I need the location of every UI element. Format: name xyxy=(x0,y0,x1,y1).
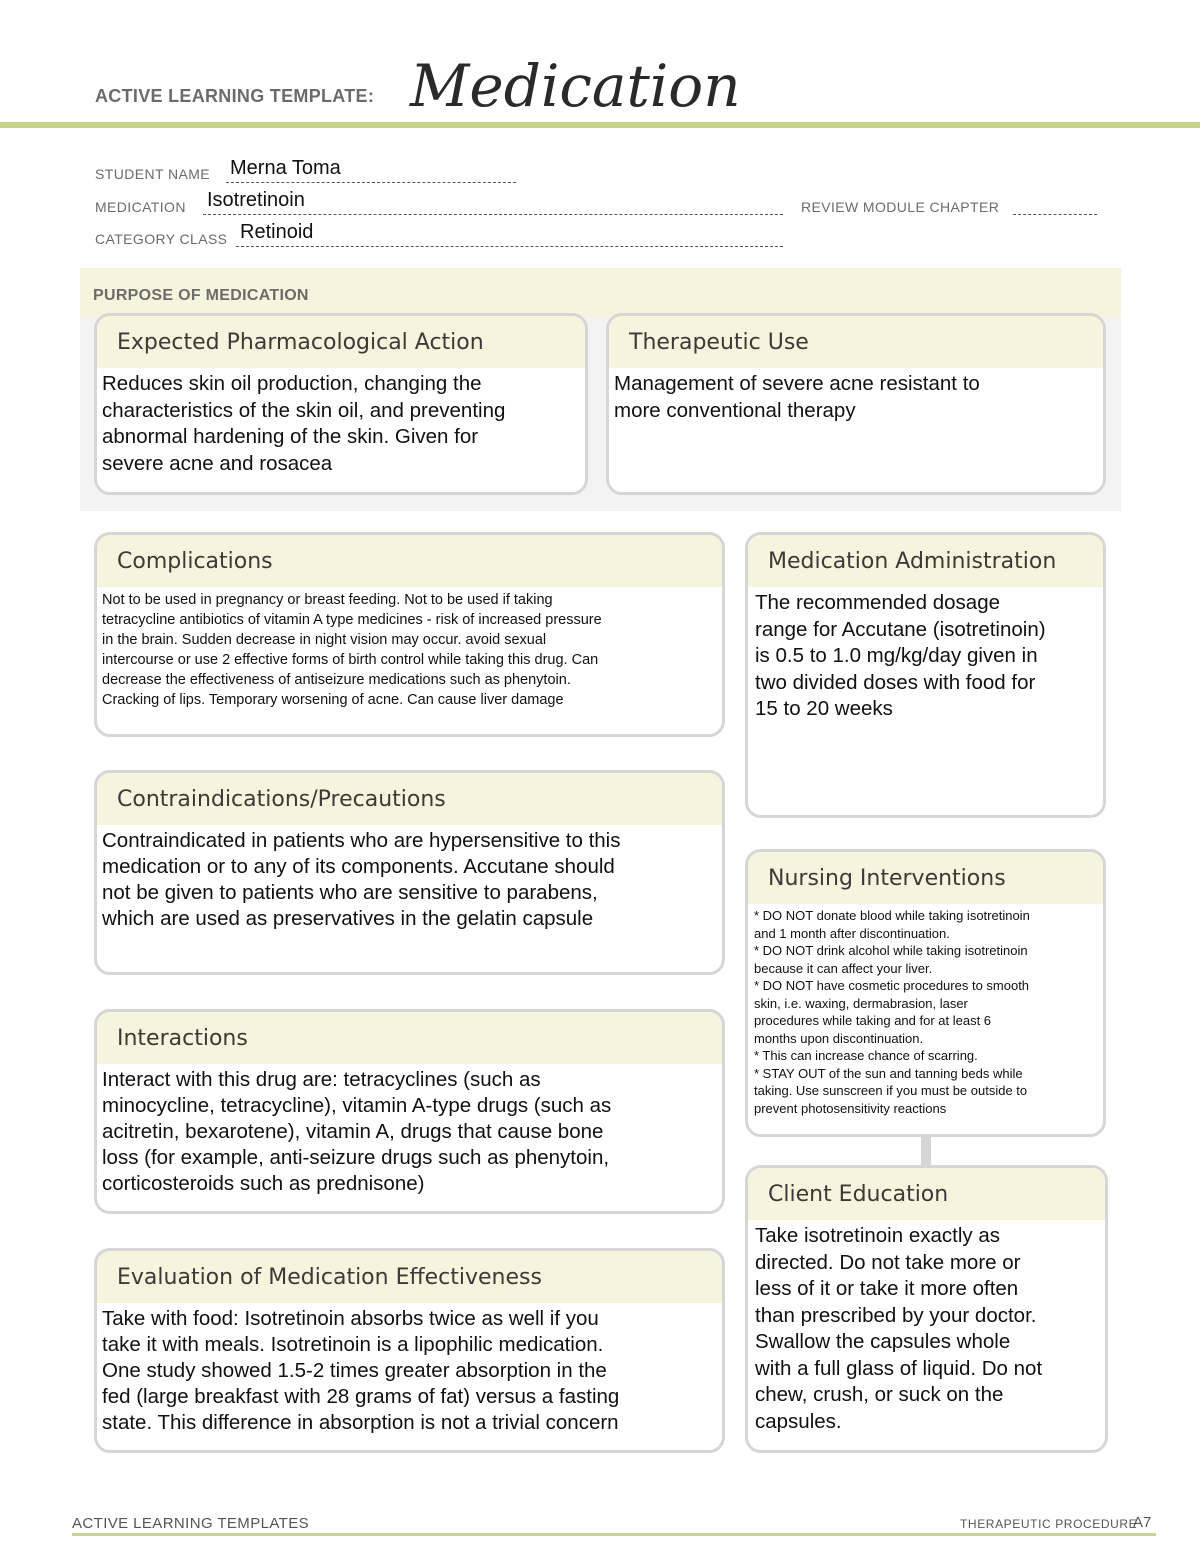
text-line: fed (large breakfast with 28 grams of fat) versus a fasting xyxy=(102,1385,620,1408)
text-line: * This can increase chance of scarring. xyxy=(754,1048,978,1063)
text-line: tetracycline antibiotics of vitamin A type medicines - risk of increased pressure xyxy=(102,612,602,628)
text-line: severe acne and rosacea xyxy=(102,451,333,475)
purpose-label: PURPOSE OF MEDICATION xyxy=(93,287,309,304)
footer-rule xyxy=(72,1533,1156,1536)
text-line: * DO NOT drink alcohol while taking isotretinoin xyxy=(754,943,1028,958)
text-line: loss (for example, anti-seizure drugs such as phenytoin, xyxy=(102,1146,610,1169)
medication-value: Isotretinoin xyxy=(207,189,305,211)
review-module-field[interactable] xyxy=(1013,192,1097,215)
header-rule xyxy=(0,122,1200,128)
text-line: * DO NOT donate blood while taking isotretinoin xyxy=(754,908,1030,923)
nursing-interventions-text[interactable] xyxy=(748,904,1103,1117)
evaluation-card xyxy=(94,1248,725,1453)
review-module-label: REVIEW MODULE CHAPTER xyxy=(801,199,1000,215)
student-name-value: Merna Toma xyxy=(230,157,341,179)
text-line: Cracking of lips. Temporary worsening of acne. Can cause liver damage xyxy=(102,692,564,708)
text-line: range for Accutane (isotretinoin) xyxy=(755,617,1046,641)
text-line: prevent photosensitivity reactions xyxy=(754,1100,947,1116)
page-title: Medication xyxy=(410,52,741,120)
therapeutic-use-title: Therapeutic Use xyxy=(609,316,1103,368)
text-line: procedures while taking and for at least 6 xyxy=(754,1013,992,1028)
text-line: months upon discontinuation. xyxy=(754,1030,924,1046)
text-line: skin, i.e. waxing, dermabrasion, laser xyxy=(754,995,968,1011)
evaluation-title: Evaluation of Medication Effectiveness xyxy=(97,1251,722,1303)
category-class-value: Retinoid xyxy=(240,221,314,243)
text-line: two divided doses with food for xyxy=(755,670,1036,694)
student-name-field[interactable] xyxy=(226,157,516,183)
expected-action-title: Expected Pharmacological Action xyxy=(97,316,585,368)
text-line: Reduces skin oil production, changing the xyxy=(102,372,482,395)
text-line: less of it or take it more often xyxy=(755,1277,1019,1300)
text-line: more conventional therapy xyxy=(614,398,856,422)
text-line: decrease the effectiveness of antiseizure medications such as phenytoin. xyxy=(102,672,571,688)
text-line: Management of severe acne resistant to xyxy=(614,372,980,395)
student-name-label: STUDENT NAME xyxy=(95,166,210,182)
complications-title: Complications xyxy=(97,535,722,587)
footer-left-label: ACTIVE LEARNING TEMPLATES xyxy=(72,1515,309,1532)
text-line: abnormal hardening of the skin. Given for xyxy=(102,425,479,448)
text-line: Not to be used in pregnancy or breast feeding. Not to be used if taking xyxy=(102,592,553,608)
text-line: intercourse or use 2 effective forms of birth control while taking this drug. Can xyxy=(102,652,599,668)
text-line: than prescribed by your doctor. xyxy=(755,1303,1037,1327)
interactions-title: Interactions xyxy=(97,1012,722,1064)
text-line: 15 to 20 weeks xyxy=(755,697,893,720)
text-line: Interact with this drug are: tetracyclines (such as xyxy=(102,1068,541,1091)
footer-right-label: THERAPEUTIC PROCEDURE xyxy=(960,1517,1138,1531)
card-connector xyxy=(921,1135,931,1165)
text-line: in the brain. Sudden decrease in night vision may occur. avoid sexual xyxy=(102,632,547,648)
text-line: state. This difference in absorption is not a trivial concern xyxy=(102,1411,619,1434)
contraindications-title: Contraindications/Precautions xyxy=(97,773,722,825)
client-education-card xyxy=(745,1165,1108,1453)
administration-text[interactable] xyxy=(748,587,1103,723)
text-line: Take with food: Isotretinoin absorbs twice as well if you xyxy=(102,1307,599,1330)
text-line: medication or to any of its components. Accutane should xyxy=(102,855,615,878)
complications-card xyxy=(94,532,725,737)
category-class-label: CATEGORY CLASS xyxy=(95,231,228,247)
contraindications-text[interactable] xyxy=(97,825,722,932)
text-line: chew, crush, or suck on the xyxy=(755,1383,1004,1406)
text-line: Contraindicated in patients who are hypersensitive to this xyxy=(102,829,621,852)
text-line: is 0.5 to 1.0 mg/kg/day given in xyxy=(755,644,1038,667)
text-line: corticosteroids such as prednisone) xyxy=(102,1172,425,1195)
therapeutic-use-text[interactable] xyxy=(609,368,1103,424)
medication-label: MEDICATION xyxy=(95,199,186,215)
nursing-interventions-card xyxy=(745,849,1106,1137)
contraindications-card xyxy=(94,770,725,975)
text-line: Swallow the capsules whole xyxy=(755,1330,1011,1353)
category-class-field[interactable] xyxy=(236,221,783,247)
text-line: taking. Use sunscreen if you must be outside to xyxy=(754,1083,1028,1098)
nursing-interventions-title: Nursing Interventions xyxy=(748,852,1103,904)
text-line: acitretin, bexarotene), vitamin A, drugs that cause bone xyxy=(102,1120,604,1143)
text-line: and 1 month after discontinuation. xyxy=(754,925,950,941)
interactions-text[interactable] xyxy=(97,1064,722,1197)
text-line: The recommended dosage xyxy=(755,591,1001,614)
text-line: capsules. xyxy=(755,1409,842,1433)
text-line: * STAY OUT of the sun and tanning beds while xyxy=(754,1065,1023,1081)
expected-action-text[interactable] xyxy=(97,368,585,477)
administration-card xyxy=(745,532,1106,818)
text-line: which are used as preservatives in the gelatin capsule xyxy=(102,907,594,930)
text-line: because it can affect your liver. xyxy=(754,960,933,976)
administration-title: Medication Administration xyxy=(748,535,1103,587)
text-line: Take isotretinoin exactly as xyxy=(755,1224,1000,1247)
text-line: not be given to patients who are sensitive to parabens, xyxy=(102,881,598,904)
text-line: directed. Do not take more or xyxy=(755,1250,1021,1274)
expected-action-card xyxy=(94,313,588,495)
interactions-card xyxy=(94,1009,725,1214)
text-line: characteristics of the skin oil, and preventing xyxy=(102,398,506,422)
text-line: minocycline, tetracycline), vitamin A-type drugs (such as xyxy=(102,1094,612,1117)
medication-field[interactable] xyxy=(203,189,783,215)
evaluation-text[interactable] xyxy=(97,1303,722,1436)
client-education-title: Client Education xyxy=(748,1168,1105,1220)
client-education-text[interactable] xyxy=(748,1220,1105,1435)
complications-text[interactable] xyxy=(97,587,722,710)
page-number: A7 xyxy=(1133,1514,1152,1531)
text-line: with a full glass of liquid. Do not xyxy=(755,1356,1043,1380)
text-line: take it with meals. Isotretinoin is a lipophilic medication. xyxy=(102,1333,604,1356)
template-label: ACTIVE LEARNING TEMPLATE: xyxy=(95,86,375,106)
text-line: One study showed 1.5-2 times greater absorption in the xyxy=(102,1359,607,1382)
text-line: * DO NOT have cosmetic procedures to smooth xyxy=(754,978,1030,993)
therapeutic-use-card xyxy=(606,313,1106,495)
